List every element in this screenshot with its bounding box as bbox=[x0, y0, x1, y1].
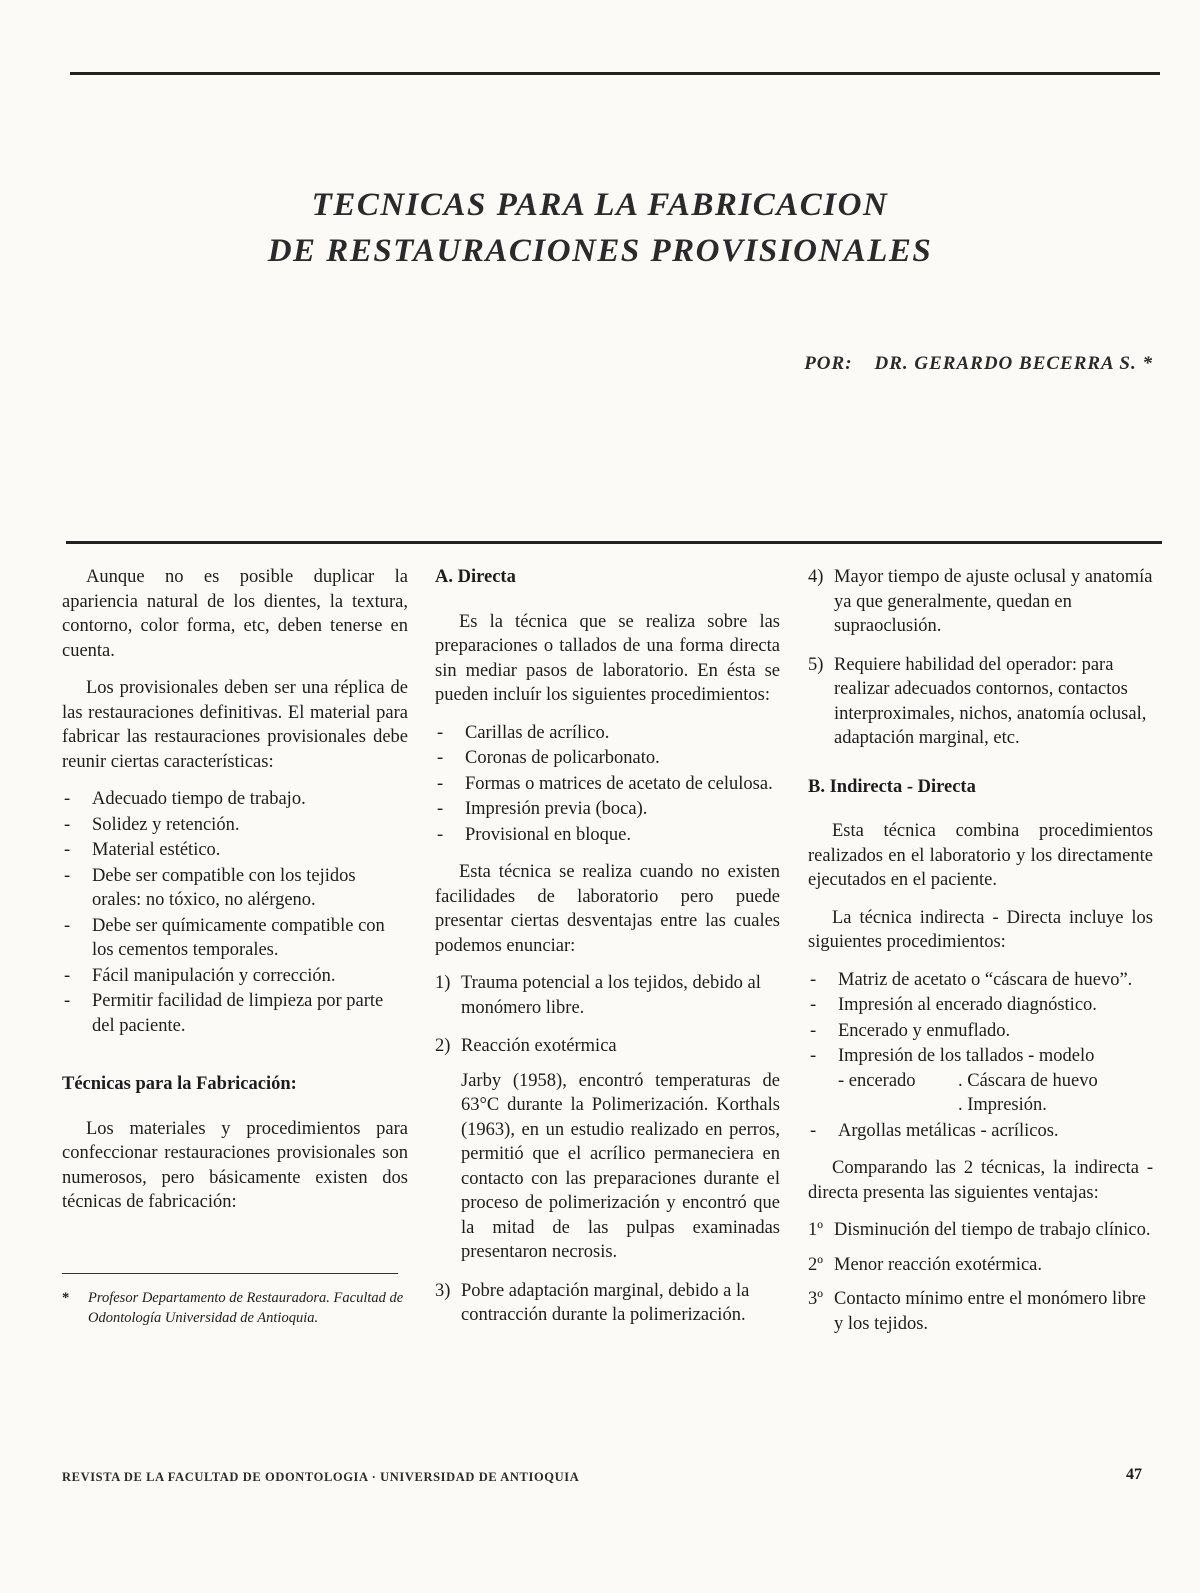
disadvantages-list bbox=[435, 971, 780, 1328]
item-part: . Cáscara de huevo bbox=[958, 1070, 1098, 1091]
footnote bbox=[62, 1288, 408, 1328]
list-item: - Encerado y enmuflado. bbox=[808, 1019, 1153, 1044]
item-text: Menor reacción exotérmica. bbox=[834, 1254, 1043, 1275]
list-item: - Carillas de acrílico. bbox=[435, 721, 780, 746]
item-text: Disminución del tiempo de trabajo clínico. bbox=[834, 1220, 1151, 1240]
paragraph: Jarby (1958), encontró temperaturas de 63°C durante la Polimerización. Korthals (1963), en un estudio realizado en perros, permitió que el acrílico permaneciera en contacto con las preparaciones durante el proceso de polimerización y encontró que la mitad de las pulpas examinadas presentaron necrosis. bbox=[461, 1070, 780, 1262]
item-text: Contacto mínimo entre el monómero libre y los tejidos. bbox=[834, 1289, 1146, 1334]
paragraph: Comparando las 2 técnicas, la indirecta - directa presenta las siguientes ventajas: bbox=[808, 1158, 1153, 1203]
list-item: - Provisional en bloque. bbox=[435, 823, 780, 848]
footnote-marker: * bbox=[62, 1289, 70, 1306]
paragraph: Esta técnica se realiza cuando no existen facilidades de laboratorio pero puede presentar ciertas desventajas entre las cuales podemos enunciar: bbox=[435, 862, 780, 956]
list-item bbox=[808, 1044, 1153, 1118]
list-item bbox=[435, 971, 780, 1020]
paragraph: La técnica indirecta - Directa incluye los siguientes procedimientos: bbox=[808, 907, 1153, 952]
byline-por: POR: bbox=[804, 353, 853, 374]
column-1 bbox=[62, 565, 408, 1328]
list-item: - Adecuado tiempo de trabajo. bbox=[62, 787, 408, 812]
column-2 bbox=[435, 565, 780, 1342]
section-heading: B. Indirecta - Directa bbox=[808, 776, 976, 797]
list-item: - Impresión al encerado diagnóstico. bbox=[808, 993, 1153, 1018]
item-line: - Impresión de los tallados - modelo bbox=[838, 1046, 1095, 1066]
item-number: 1º bbox=[808, 1220, 823, 1240]
item-number: 2º bbox=[808, 1254, 823, 1275]
list-item: - Impresión previa (boca). bbox=[435, 797, 780, 822]
item-text: Reacción exotérmica bbox=[461, 1036, 617, 1056]
article-title bbox=[100, 182, 1100, 274]
list-item bbox=[808, 653, 1153, 751]
list-item: - Argollas metálicas - acrílicos. bbox=[808, 1119, 1153, 1144]
procedures-list bbox=[808, 968, 1153, 1144]
section-heading: A. Directa bbox=[435, 567, 516, 587]
characteristics-list bbox=[62, 787, 408, 1038]
list-item: - Debe ser compatible con los tejidos orales: no tóxico, no alérgeno. bbox=[62, 864, 408, 913]
title-line-1: TECNICAS PARA LA FABRICACION bbox=[311, 187, 889, 223]
list-item bbox=[808, 1287, 1153, 1336]
section-heading: Técnicas para la Fabricación: bbox=[62, 1074, 297, 1094]
list-item: - Debe ser químicamente compatible con los cementos temporales. bbox=[62, 914, 408, 963]
paragraph: Esta técnica combina procedimientos realizados en el laboratorio y los directamente ejecutados en el paciente. bbox=[808, 821, 1153, 890]
advantages-list bbox=[808, 1218, 1153, 1336]
list-item bbox=[808, 1218, 1153, 1243]
footnote-text: Profesor Departamento de Restauradora. Facultad de Odontología Universidad de Antioquia. bbox=[88, 1289, 404, 1326]
item-number: 2) bbox=[435, 1036, 451, 1056]
item-text: Mayor tiempo de ajuste oclusal y anatomía ya que generalmente, quedan en supraoclusión. bbox=[834, 567, 1153, 636]
author-name: DR. GERARDO BECERRA S. * bbox=[874, 353, 1153, 374]
item-text: Requiere habilidad del operador: para realizar adecuados contornos, contactos interproximales, nichos, anatomía oclusal, adaptación marginal, etc. bbox=[834, 654, 1147, 748]
paragraph: Es la técnica que se realiza sobre las preparaciones o tallados de una forma directa sin mediar pasos de laboratorio. En ésta se pueden incluír los siguientes procedimientos: bbox=[435, 611, 780, 705]
paragraph: Los materiales y procedimientos para confeccionar restauraciones provisionales son numerosos, pero básicamente existen dos técnicas de fabricación: bbox=[62, 1118, 408, 1212]
item-number: 4) bbox=[808, 567, 824, 587]
page-number: 47 bbox=[1126, 1466, 1142, 1483]
item-part: - encerado bbox=[838, 1070, 916, 1091]
list-item: - Solidez y retención. bbox=[62, 813, 408, 838]
item-line: . Impresión. bbox=[958, 1095, 1047, 1115]
list-item bbox=[435, 1279, 780, 1328]
list-item bbox=[808, 1253, 1153, 1278]
list-item: - Fácil manipulación y corrección. bbox=[62, 964, 408, 989]
list-item: - Coronas de policarbonato. bbox=[435, 746, 780, 771]
item-line bbox=[838, 1069, 1153, 1094]
list-item: - Permitir facilidad de limpieza por parte del paciente. bbox=[62, 989, 408, 1038]
section-rule bbox=[66, 541, 1162, 544]
item-number: 5) bbox=[808, 654, 824, 675]
list-item: - Matriz de acetato o “cáscara de huevo”. bbox=[808, 968, 1153, 993]
item-number: 3) bbox=[435, 1280, 451, 1301]
list-item: - Material estético. bbox=[62, 838, 408, 863]
top-rule bbox=[70, 72, 1160, 75]
procedures-list bbox=[435, 721, 780, 848]
title-line-2: DE RESTAURACIONES PROVISIONALES bbox=[267, 233, 933, 269]
item-text: Pobre adaptación marginal, debido a la contracción durante la polimerización. bbox=[461, 1280, 750, 1325]
paragraph: Aunque no es posible duplicar la apariencia natural de los dientes, la textura, contorno, color forma, etc, deben tenerse en cuenta. bbox=[62, 567, 408, 661]
disadvantages-list-cont bbox=[808, 565, 1153, 751]
list-item bbox=[435, 1034, 780, 1265]
list-item: - Formas o matrices de acetato de celulosa. bbox=[435, 772, 780, 797]
item-number: 1) bbox=[435, 973, 451, 993]
column-3 bbox=[808, 565, 1153, 1350]
list-item bbox=[808, 565, 1153, 639]
paragraph: Los provisionales deben ser una réplica de las restauraciones definitivas. El material para fabricar las restauraciones provisionales debe reunir ciertas características: bbox=[62, 678, 408, 772]
footnote-rule bbox=[62, 1273, 398, 1274]
journal-footer: REVISTA DE LA FACULTAD DE ODONTOLOGIA · UNIVERSIDAD DE ANTIOQUIA bbox=[62, 1470, 580, 1484]
item-number: 3º bbox=[808, 1289, 823, 1309]
author-byline bbox=[804, 353, 1153, 375]
item-text: Trauma potencial a los tejidos, debido al monómero libre. bbox=[461, 973, 761, 1018]
